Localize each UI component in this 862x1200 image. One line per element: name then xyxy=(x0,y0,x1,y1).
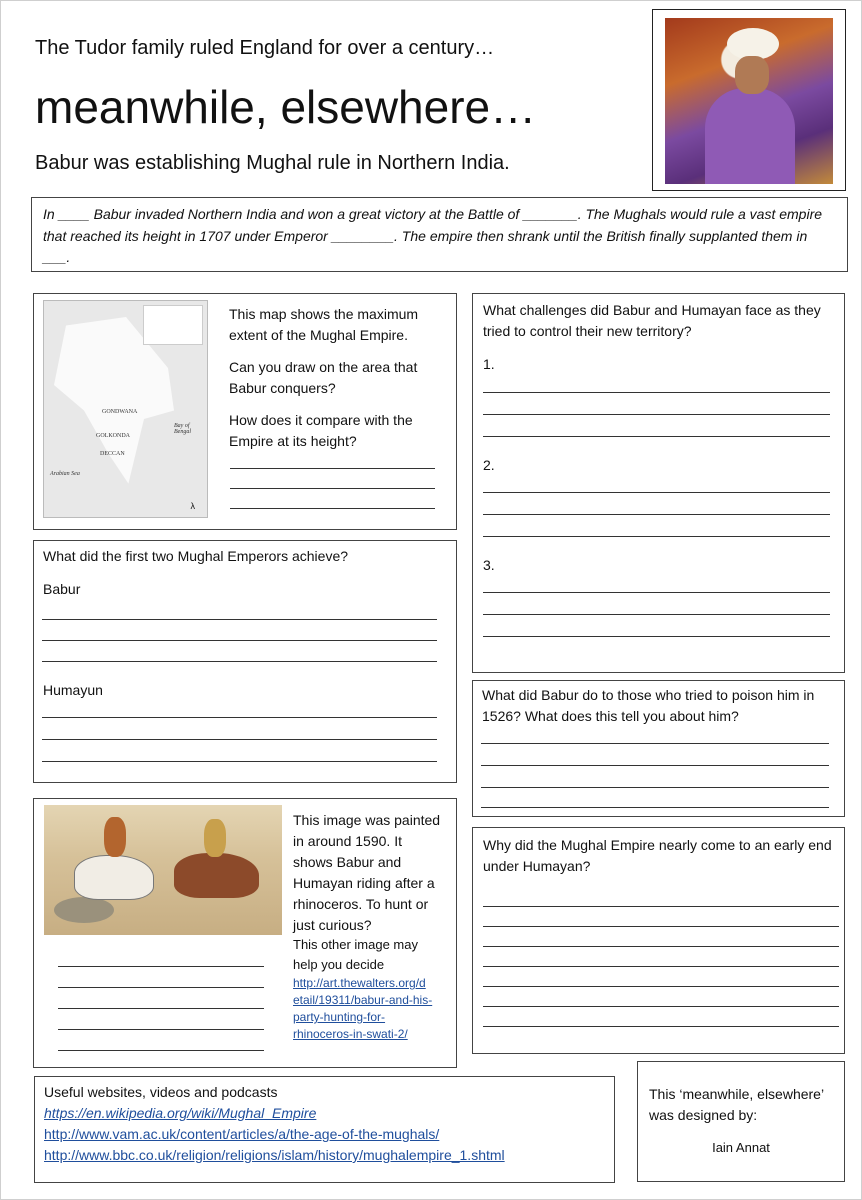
answer-line[interactable] xyxy=(42,661,437,662)
answer-line[interactable] xyxy=(58,1008,264,1009)
answer-line[interactable] xyxy=(483,436,830,437)
answer-line[interactable] xyxy=(230,508,435,509)
answer-line[interactable] xyxy=(58,1029,264,1030)
challenge-number-1: 1. xyxy=(483,356,495,372)
babur-portrait-image xyxy=(665,18,833,184)
answer-line[interactable] xyxy=(58,1050,264,1051)
answer-line[interactable] xyxy=(483,514,830,515)
walters-link-line: party-hunting-for- xyxy=(293,1010,386,1024)
answer-line[interactable] xyxy=(483,592,830,593)
walters-link-line: rhinoceros-in-swati-2/ xyxy=(293,1027,408,1041)
map-label-arabian-sea: Arabian Sea xyxy=(50,471,80,477)
answer-line[interactable] xyxy=(481,787,829,788)
answer-line[interactable] xyxy=(483,392,830,393)
walters-link-line: http://art.thewalters.org/d xyxy=(293,976,426,990)
challenge-number-2: 2. xyxy=(483,457,495,473)
answer-line[interactable] xyxy=(483,1026,839,1027)
babur-label: Babur xyxy=(43,581,81,597)
designer-box xyxy=(637,1061,845,1182)
map-box xyxy=(33,293,457,530)
answer-line[interactable] xyxy=(58,987,264,988)
emperors-box xyxy=(33,540,457,783)
answer-line[interactable] xyxy=(483,966,839,967)
challenges-box xyxy=(472,293,845,673)
answer-line[interactable] xyxy=(481,765,829,766)
tagline: Babur was establishing Mughal rule in Northern India. xyxy=(35,152,510,174)
designer-line-2: was designed by: xyxy=(649,1107,758,1123)
answer-line[interactable] xyxy=(483,636,830,637)
answer-line[interactable] xyxy=(42,739,437,740)
websites-heading: Useful websites, videos and podcasts xyxy=(44,1084,278,1100)
answer-line[interactable] xyxy=(483,946,839,947)
map-text-2: Can you draw on the area that Babur conquers? xyxy=(229,359,418,396)
map-label-deccan: DECCAN xyxy=(100,451,125,457)
answer-line[interactable] xyxy=(230,488,435,489)
answer-line[interactable] xyxy=(42,717,437,718)
mughal-empire-map xyxy=(43,300,208,518)
answer-line[interactable] xyxy=(483,614,830,615)
bbc-link[interactable]: http://www.bbc.co.uk/religion/religions/islam/history/mughalempire_1.shtml xyxy=(44,1147,505,1163)
answer-line[interactable] xyxy=(483,414,830,415)
designer-line-1: This ‘meanwhile, elsewhere’ xyxy=(649,1086,825,1102)
answer-line[interactable] xyxy=(481,743,829,744)
map-text-3: How does it compare with the Empire at its height? xyxy=(229,412,413,449)
designer-name: Iain Annat xyxy=(712,1140,770,1155)
babur-portrait-frame xyxy=(652,9,846,191)
north-arrow-icon: λ xyxy=(190,501,195,511)
humayun-label: Humayun xyxy=(43,682,103,698)
other-image-text: This other image may help you decide xyxy=(293,937,418,972)
painting-box xyxy=(33,798,457,1068)
intro-text: In ____ Babur invaded Northern India and won a great victory at the Battle of _______. The Mughals would rule a vast empire that reached its height in 1707 under Emperor ________. The empire then shrank until the British finally supplanted them in ___. xyxy=(43,206,823,265)
map-text-1: This map shows the maximum extent of the Mughal Empire. xyxy=(229,306,419,343)
emperors-question: What did the first two Mughal Emperors achieve? xyxy=(43,548,349,564)
answer-line[interactable] xyxy=(483,906,839,907)
page-title: meanwhile, elsewhere… xyxy=(35,81,537,133)
answer-line[interactable] xyxy=(230,468,435,469)
answer-line[interactable] xyxy=(42,761,437,762)
challenges-question: What challenges did Babur and Humayan face as they tried to control their new territory? xyxy=(483,302,821,339)
answer-line[interactable] xyxy=(483,1006,839,1007)
answer-line[interactable] xyxy=(483,926,839,927)
answer-line[interactable] xyxy=(42,640,437,641)
answer-line[interactable] xyxy=(481,807,829,808)
vam-link[interactable]: http://www.vam.ac.uk/content/articles/a/the-age-of-the-mughals/ xyxy=(44,1126,440,1142)
answer-line[interactable] xyxy=(483,986,839,987)
walters-link-line: etail/19311/babur-and-his- xyxy=(293,993,433,1007)
subtitle: The Tudor family ruled England for over a century… xyxy=(35,37,495,59)
babur-rhino-painting xyxy=(44,805,282,935)
intro-box xyxy=(31,197,848,272)
poison-question: What did Babur do to those who tried to poison him in 1526? What does this tell you about him? xyxy=(482,687,815,724)
wikipedia-link[interactable]: https://en.wikipedia.org/wiki/Mughal_Empire xyxy=(44,1105,317,1121)
humayun-question: Why did the Mughal Empire nearly come to an early end under Humayan? xyxy=(483,837,832,874)
answer-line[interactable] xyxy=(483,536,830,537)
painting-caption: This image was painted in around 1590. It shows Babur and Humayan riding after a rhinoceros. To hunt or just curious? xyxy=(293,812,441,933)
map-label-gondwana: GONDWANA xyxy=(102,409,138,415)
map-label-bay: Bay of Bengal xyxy=(174,423,191,435)
poison-box xyxy=(472,680,845,817)
humayun-box xyxy=(472,827,845,1054)
challenge-number-3: 3. xyxy=(483,557,495,573)
answer-line[interactable] xyxy=(42,619,437,620)
answer-line[interactable] xyxy=(483,492,830,493)
map-label-golkonda: GOLKONDA xyxy=(96,433,130,439)
walters-link[interactable] xyxy=(293,975,448,1043)
answer-line[interactable] xyxy=(58,966,264,967)
websites-box xyxy=(34,1076,615,1183)
